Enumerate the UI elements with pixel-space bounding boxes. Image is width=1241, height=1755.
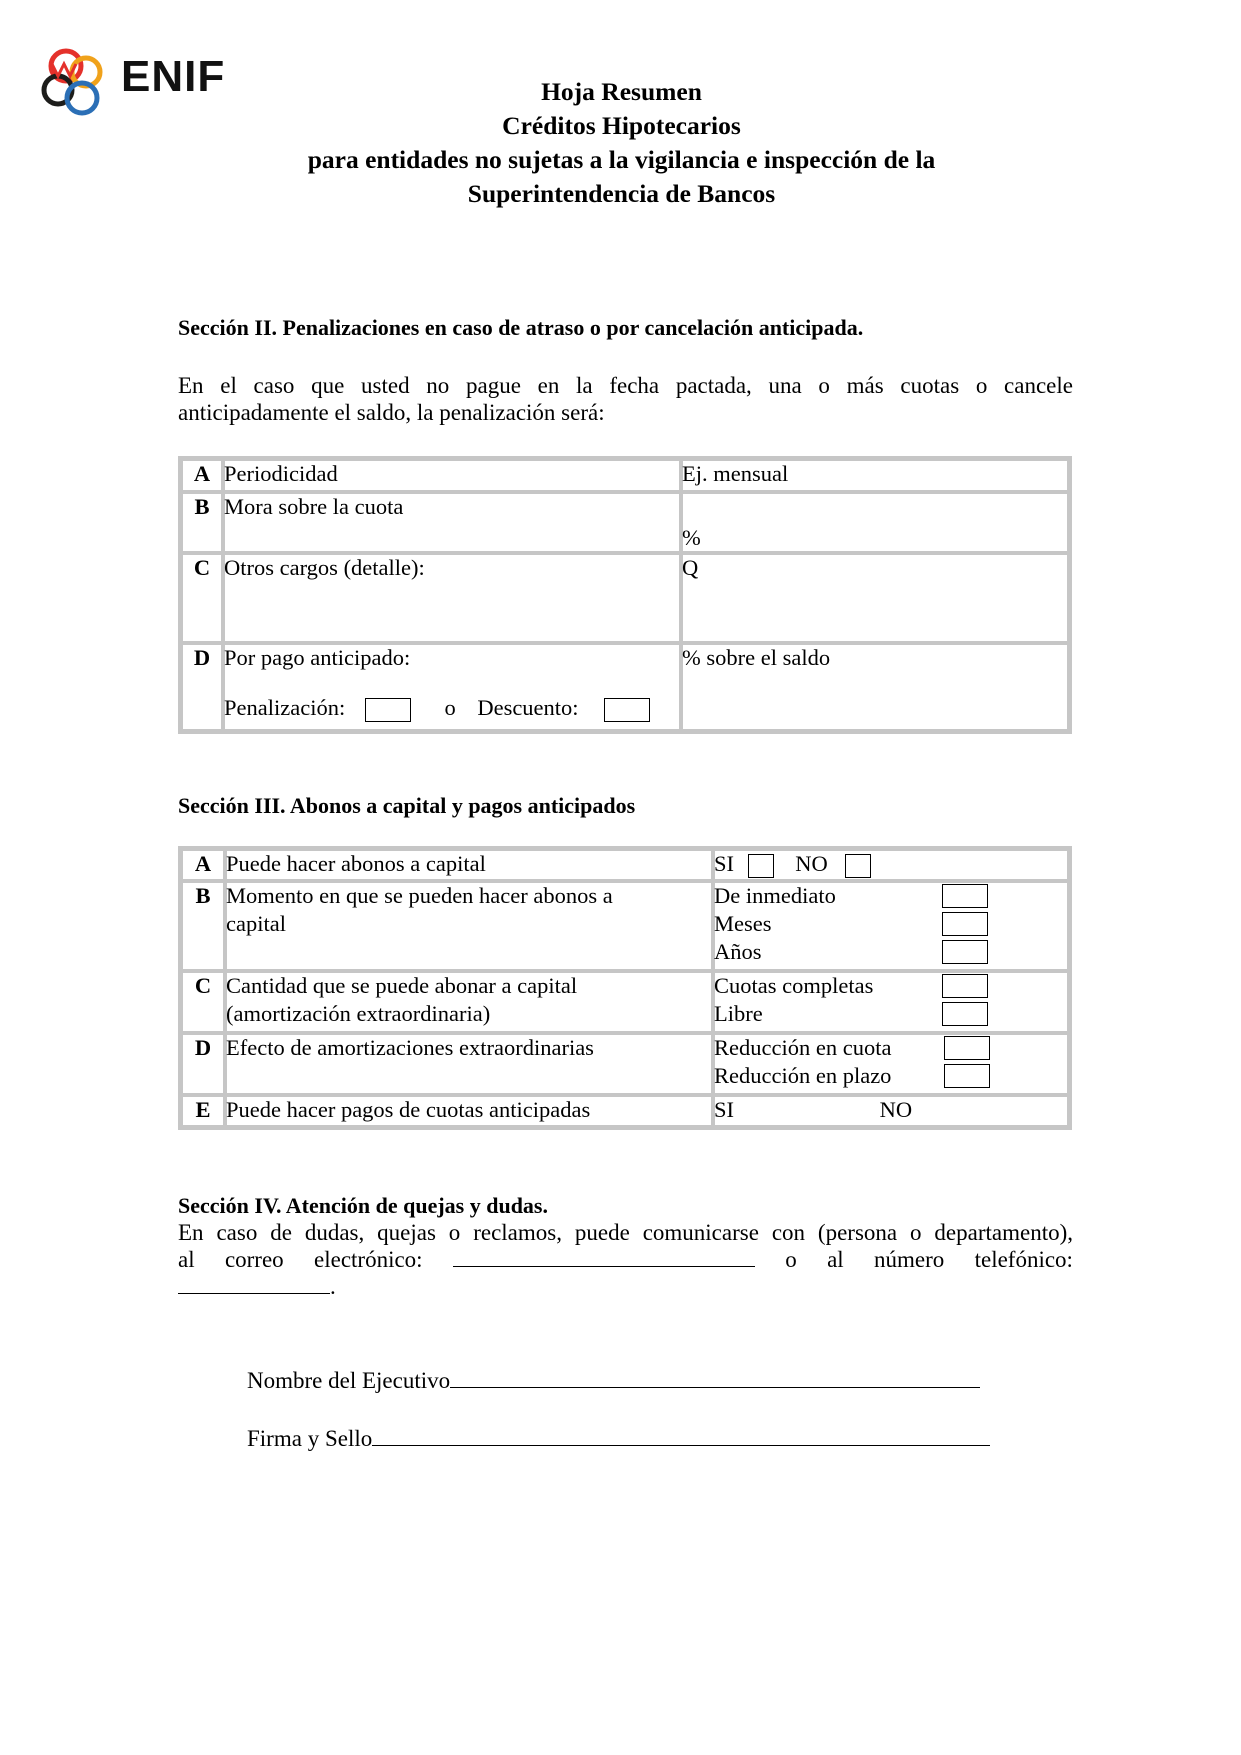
row-label: Momento en que se pueden hacer abonos a bbox=[226, 883, 613, 908]
row-letter: E bbox=[181, 1095, 225, 1127]
row-label-cell bbox=[225, 881, 713, 971]
no-checkbox[interactable] bbox=[845, 854, 871, 878]
row-label: Otros cargos (detalle): bbox=[223, 553, 681, 643]
ejecutivo-blank[interactable] bbox=[450, 1365, 980, 1388]
penalizacion-label: Penalización: bbox=[224, 695, 346, 720]
line-end: . bbox=[330, 1274, 336, 1299]
option-label: Reducción en plazo bbox=[714, 1063, 892, 1088]
row-letter: C bbox=[181, 553, 223, 643]
section4-line1: En caso de dudas, quejas o reclamos, puede comunicarse con (persona o departamento), bbox=[178, 1220, 1073, 1245]
row-letter: A bbox=[181, 459, 223, 492]
penalties-table bbox=[178, 456, 1072, 734]
text-word: correo bbox=[224, 1247, 284, 1272]
ejecutivo-label: Nombre del Ejecutivo bbox=[247, 1368, 451, 1393]
no-label: NO bbox=[795, 851, 828, 876]
row-label-cell bbox=[223, 643, 681, 731]
si-no-cell bbox=[713, 1095, 1069, 1127]
header-title-1: Hoja Resumen bbox=[541, 77, 702, 106]
section4-line3 bbox=[178, 1273, 1073, 1300]
abonos-table bbox=[178, 846, 1072, 1130]
section4-title: Sección IV. Atención de quejas y dudas. bbox=[178, 1193, 548, 1218]
header-title-2: Créditos Hipotecarios bbox=[502, 111, 741, 140]
si-checkbox[interactable] bbox=[748, 854, 774, 878]
descuento-label: Descuento: bbox=[477, 695, 579, 720]
section4-line2 bbox=[178, 1246, 1073, 1273]
option-label: Años bbox=[714, 939, 762, 964]
row-letter: D bbox=[181, 1033, 225, 1095]
row-label-cell bbox=[225, 971, 713, 1033]
enif-logo-mark-icon bbox=[38, 46, 120, 126]
table-row bbox=[181, 643, 1069, 731]
table-row bbox=[181, 553, 1069, 643]
row-letter: A bbox=[181, 849, 225, 881]
option-checkbox[interactable] bbox=[942, 884, 988, 908]
row-label: capital bbox=[226, 911, 286, 936]
no-label: NO bbox=[879, 1097, 913, 1122]
table-row bbox=[181, 971, 1069, 1033]
text-word: telefónico: bbox=[974, 1247, 1073, 1272]
firma-line bbox=[247, 1423, 990, 1452]
table-row bbox=[181, 1033, 1069, 1095]
firma-label: Firma y Sello bbox=[247, 1426, 373, 1451]
si-label: SI bbox=[714, 851, 735, 876]
row-value: % bbox=[681, 492, 1069, 553]
row-value: % sobre el saldo bbox=[681, 643, 1069, 731]
text-word: o bbox=[785, 1247, 797, 1272]
row-label: Mora sobre la cuota bbox=[223, 492, 681, 553]
firma-blank[interactable] bbox=[372, 1423, 990, 1446]
option-row bbox=[714, 882, 1068, 910]
row-label: Efecto de amortizaciones extraordinarias bbox=[225, 1033, 713, 1095]
descuento-checkbox[interactable] bbox=[604, 698, 650, 722]
row-letter: B bbox=[181, 881, 225, 971]
option-checkbox[interactable] bbox=[942, 912, 988, 936]
row-label: (amortización extraordinaria) bbox=[226, 1001, 491, 1026]
header-title-4: Superintendencia de Bancos bbox=[467, 179, 776, 208]
text-word: al bbox=[827, 1247, 844, 1272]
section2-intro-line2: anticipadamente el saldo, la penalización será: bbox=[178, 400, 605, 425]
table-row bbox=[181, 1095, 1069, 1127]
row-value: Ej. mensual bbox=[681, 459, 1069, 492]
option-row bbox=[714, 1062, 1068, 1090]
section3-title: Sección III. Abonos a capital y pagos anticipados bbox=[178, 793, 636, 818]
row-letter: B bbox=[181, 492, 223, 553]
table-row bbox=[181, 881, 1069, 971]
row-label: Periodicidad bbox=[223, 459, 681, 492]
options-cell bbox=[713, 971, 1069, 1033]
row-letter: D bbox=[181, 643, 223, 731]
option-label: De inmediato bbox=[714, 883, 836, 908]
section2-title: Sección II. Penalizaciones en caso de atraso o por cancelación anticipada. bbox=[178, 315, 864, 340]
options-cell bbox=[713, 1033, 1069, 1095]
option-checkbox[interactable] bbox=[944, 1064, 990, 1088]
option-label: Libre bbox=[714, 1001, 763, 1026]
section2-intro-line1: En el caso que usted no pague en la fecha pactada, una o más cuotas o cancele bbox=[178, 373, 1073, 398]
logo-wordmark: ENIF bbox=[121, 52, 226, 101]
email-blank[interactable] bbox=[453, 1246, 755, 1267]
text-word: número bbox=[874, 1247, 945, 1272]
ejecutivo-line bbox=[247, 1365, 980, 1394]
option-label: Cuotas completas bbox=[714, 973, 874, 998]
option-checkbox[interactable] bbox=[944, 1036, 990, 1060]
option-row bbox=[714, 972, 1068, 1000]
option-checkbox[interactable] bbox=[942, 974, 988, 998]
row-label: Por pago anticipado: bbox=[224, 645, 411, 670]
option-label: Reducción en cuota bbox=[714, 1035, 892, 1060]
option-checkbox[interactable] bbox=[942, 1002, 988, 1026]
text-word: al bbox=[178, 1247, 195, 1272]
row-label: Puede hacer pagos de cuotas anticipadas bbox=[225, 1095, 713, 1127]
option-row bbox=[714, 1034, 1068, 1062]
row-label: Puede hacer abonos a capital bbox=[225, 849, 713, 881]
header-title-3: para entidades no sujetas a la vigilancia e inspección de la bbox=[307, 145, 936, 174]
si-no-cell bbox=[713, 849, 1069, 881]
option-row bbox=[714, 1000, 1068, 1028]
table-row bbox=[181, 492, 1069, 553]
row-label: Cantidad que se puede abonar a capital bbox=[226, 973, 578, 998]
option-checkbox[interactable] bbox=[942, 940, 988, 964]
penalizacion-checkbox[interactable] bbox=[365, 698, 411, 722]
penalty-options bbox=[224, 694, 680, 722]
o-label: o bbox=[444, 695, 456, 720]
table-row bbox=[181, 459, 1069, 492]
options-cell bbox=[713, 881, 1069, 971]
table-row bbox=[181, 849, 1069, 881]
option-label: Meses bbox=[714, 911, 772, 936]
option-row bbox=[714, 910, 1068, 938]
si-label: SI bbox=[714, 1097, 735, 1122]
row-letter: C bbox=[181, 971, 225, 1033]
row-value: Q bbox=[681, 553, 1069, 643]
option-row bbox=[714, 938, 1068, 966]
text-word: electrónico: bbox=[314, 1247, 423, 1272]
phone-blank[interactable] bbox=[178, 1273, 330, 1294]
